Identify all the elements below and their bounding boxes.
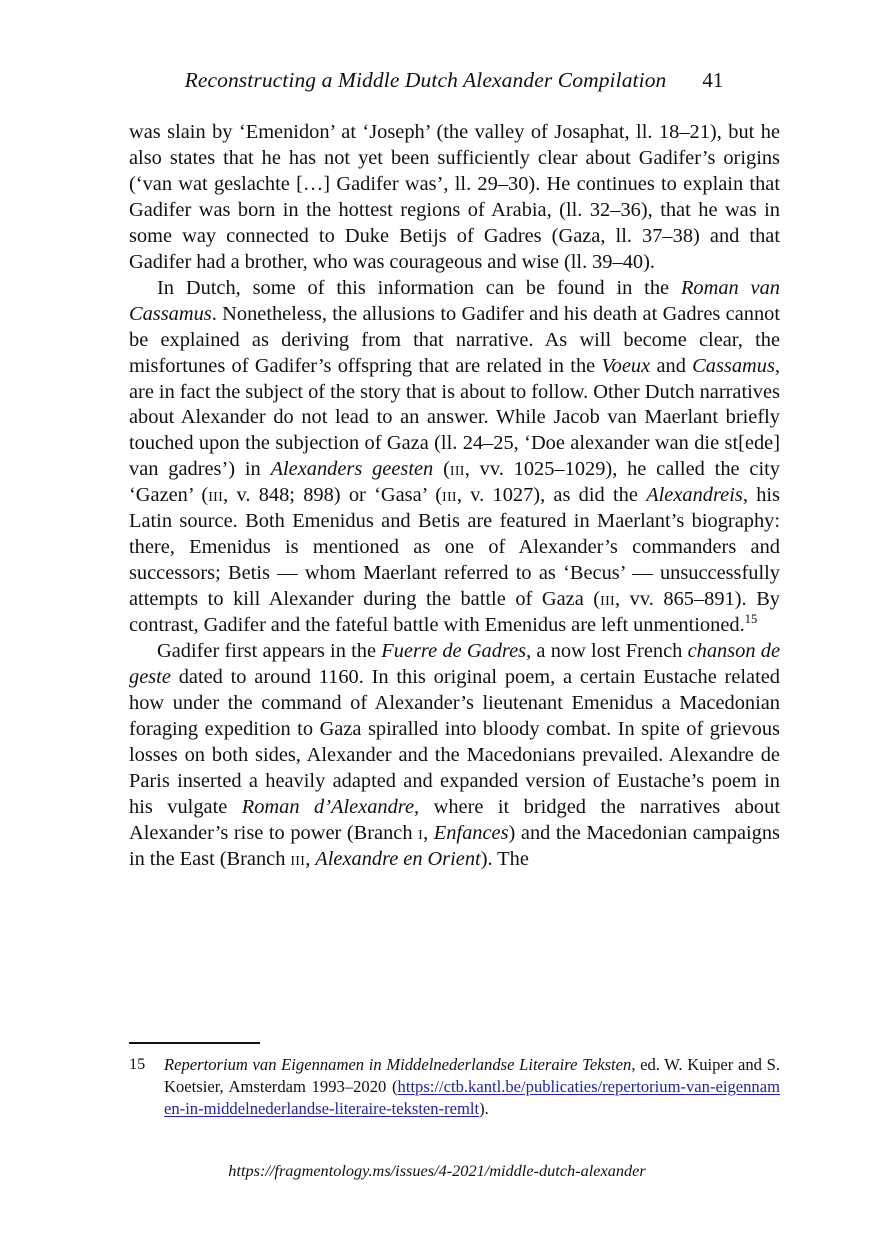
italic-text: Alexandre en Orient (315, 847, 481, 870)
italic-text: Alexanders geesten (270, 458, 434, 481)
body-text-run: , (423, 821, 434, 844)
body-text-run: , are in fact the subject of the story that is about to follow. Other Dutch narratives about Alexander do not lead to an answer. While Jacob van Maerlant briefly touched upon the subjection of Gaza (ll. 24–25, ‘Doe alexander wan die st[ede] van gadres’) in (129, 354, 780, 481)
page-number: 41 (702, 68, 724, 92)
body-text-run: In Dutch, some of this information can be found in the (157, 276, 681, 299)
small-caps-numeral: iii (449, 459, 465, 481)
body-text-run: , ed. W. Kuiper and S. Koetsier, Amsterdam 1993–2020 ( (164, 1055, 780, 1096)
body-text-run: , where it bridged the narratives about Alexander’s rise to power (Branch (129, 795, 780, 844)
footnote-link[interactable]: https://ctb.kantl.be/publicaties/repertorium-van-eigennamen-in-middelnederlandse-literaire-teksten-remlt (164, 1076, 780, 1118)
body-text-run: , vv. 1025–1029), he called the city ‘Gazen’ ( (129, 458, 780, 507)
body-text-run: was slain by ‘Emenidon’ at ‘Joseph’ (the valley of Josaphat, ll. 18–21), but he also states that he has not yet been sufficiently clear about Gadifer’s origins (‘van wat geslachte […] Gadifer was’, ll. 29–30). He continues to explain that Gadifer was born in the hottest regions of Arabia, (ll. 32–36), that he was in some way connected to Duke Betijs of Gadres (Gaza, ll. 37–38) and that Gadifer had a brother, who was courageous and wise (ll. 39–40). (129, 121, 780, 273)
small-caps-numeral: i (418, 822, 424, 844)
small-caps-numeral: iii (442, 485, 457, 507)
body-text-run: ). (479, 1098, 489, 1118)
body-text-run: , (305, 847, 316, 870)
italic-text: Enfances (433, 821, 509, 844)
body-text-run: and (650, 354, 693, 377)
small-caps-numeral: iii (290, 848, 306, 870)
italic-text: Roman d’Alexandre (241, 795, 415, 818)
running-head-title: Reconstructing a Middle Dutch Alexander Compilation (184, 68, 667, 92)
body-paragraph (129, 276, 780, 639)
footnote-list (129, 1054, 780, 1119)
italic-text: Repertorium van Eigennamen in Middelnederlandse Literaire Teksten (164, 1055, 632, 1074)
body-text-run: , his Latin source. Both Emenidus and Betis are featured in Maerlant’s biography: there, Emenidus is mentioned as one of Alexander’s commanders and successors; Betis — whom Maerlant referred to as ‘Becus’ — unsuccessfully attempts to kill Alexander during the battle of Gaza ( (129, 484, 780, 611)
italic-text: Roman van Cassamus (129, 276, 780, 325)
body-text-run: , a now lost French (526, 640, 688, 663)
body-text (129, 120, 780, 873)
italic-text: Voeux (601, 354, 651, 377)
body-text-run: ). The (480, 847, 529, 870)
body-text-run: , v. 1027), as did the (456, 484, 647, 507)
body-text-run: , v. 848; 898) or ‘Gasa’ ( (223, 484, 442, 507)
italic-text: Fuerre de Gadres (381, 640, 527, 663)
body-text-run: , vv. 865–891). By contrast, Gadifer and the fateful battle with Emenidus are left unmentioned. (129, 588, 781, 637)
body-text-run: dated to around 1160. In this original poem, a certain Eustache related how under the command of Alexander’s lieutenant Emenidus a Macedonian foraging expedition to Gaza spiralled into bloody combat. In spite of grievous losses on both sides, Alexander and the Macedonians prevailed. Alexandre de Paris inserted a heavily adapted and expanded version of Eustache’s poem in his vulgate (129, 666, 780, 818)
body-text-run: Gadifer first appears in the (157, 640, 382, 663)
italic-text: Cassamus (692, 354, 775, 377)
footnote-marker[interactable]: 15 (744, 612, 758, 627)
italic-text: Alexandreis (646, 484, 743, 507)
body-text-run: ) and the Macedonian campaigns in the East (Branch (129, 821, 780, 870)
footnote-separator-rule (129, 1042, 260, 1044)
running-head (129, 68, 779, 102)
body-paragraph (129, 120, 780, 276)
footnote-entry (129, 1054, 780, 1119)
small-caps-numeral: iii (208, 485, 224, 507)
small-caps-numeral: iii (600, 589, 615, 611)
footnote-number: 15 (129, 1055, 146, 1073)
body-text-run: . Nonetheless, the allusions to Gadifer and his death at Gadres cannot be explained as deriving from that narrative. As will become clear, the misfortunes of Gadifer’s offspring that are related in the (129, 302, 780, 377)
body-paragraph (129, 639, 780, 873)
body-text-run: ( (433, 458, 450, 481)
italic-text: chanson de geste (129, 640, 781, 689)
footer-url: https://fragmentology.ms/issues/4-2021/middle-dutch-alexander (228, 1161, 646, 1180)
